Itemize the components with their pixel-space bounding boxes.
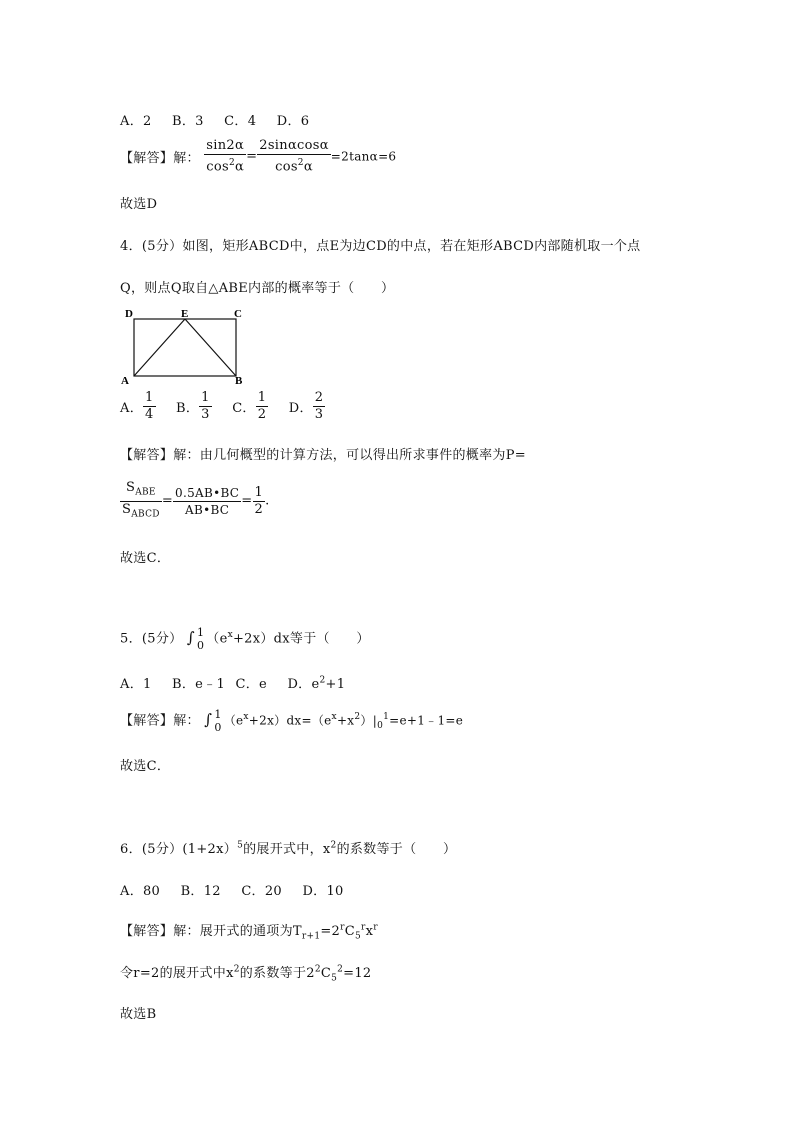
- q3-option-a: A．2: [120, 114, 152, 129]
- q3-option-d: D．6: [276, 114, 310, 129]
- q6-stem: 6．(5分）(1+2x）$^5$的展开式中，$x^2$的系数等于（ ）: [120, 840, 457, 857]
- q4-option-a: A． $\frac{1}{4}$: [120, 390, 154, 422]
- q6-answer-line2: 令r=2的展开式中$x^2$的系数等于$2^2C_5^2=12$: [120, 964, 372, 984]
- q5-options: [120, 673, 345, 692]
- q4-option-d: D． $\frac{2}{3}$: [288, 390, 324, 422]
- label-b: B: [235, 375, 243, 387]
- q3-f2-num: 2sinαcosα: [259, 138, 329, 153]
- q3-f1-num: sin2α: [204, 138, 246, 155]
- q4-stem-line1: 4．(5分）如图，矩形ABCD中，点E为边CD的中点，若在矩形ABCD内部随机取一个点: [120, 239, 641, 254]
- q4-conclusion: 故选C．: [120, 551, 171, 566]
- q3-fraction-2: [257, 138, 331, 175]
- q5-conclusion: 故选C．: [120, 759, 171, 774]
- q4-answer-formula: $\frac{S_{ABE}}{S_{ABCD}}$ = $\frac{0.5AB•BC}{AB•BC}$ = $\frac{1}{2}$ .: [120, 480, 270, 522]
- label-a: A: [121, 375, 129, 387]
- q6-option-b: B．12: [180, 884, 221, 899]
- q3-answer-label: 【解答】解：: [120, 151, 200, 167]
- q3-conclusion: 故选D: [120, 197, 158, 212]
- q5-answer-label: 【解答】解：: [120, 713, 200, 729]
- q5-stem: 5．(5分） ∫ 1 0 $(e^x+2x)dx$等于（ ）: [120, 626, 370, 652]
- label-d: D: [125, 308, 133, 320]
- q6-conclusion: 故选B: [120, 1007, 157, 1022]
- q4-option-b: B． $\frac{1}{3}$: [176, 390, 210, 422]
- q6-options: [120, 880, 360, 899]
- q3-answer: 【解答】解： $\frac{\sin 2\alpha}{\cos^2\alpha}$ = $\frac{2\sin\alpha\cos\alpha}{\cos^2\alpha}$ =2tanα=6: [120, 138, 397, 175]
- q5-answer: 【解答】解： ∫ 1 0 $(e^x+2x)dx=(e^x+x^2)|_0^1=e+1﹣1=e$: [120, 708, 464, 734]
- q4-stem-line2: Q，则点Q取自△ABE内部的概率等于（ ）: [120, 281, 395, 296]
- label-e: E: [181, 308, 189, 320]
- q6-option-d: D．10: [302, 884, 344, 899]
- q5-option-d: D．$e^2+1$: [287, 675, 346, 692]
- q4-option-c: C． $\frac{1}{2}$: [232, 390, 267, 422]
- q5-limits: 1 0: [196, 626, 205, 652]
- q6-answer-line1: 【解答】解：展开式的通项为$T_{r+1}=2^rC_5^rx^r$: [120, 922, 378, 942]
- q3-option-b: B．3: [172, 114, 204, 129]
- q3-options: [120, 110, 325, 129]
- q4-options: [120, 390, 341, 423]
- q4-fraction-ab: $\frac{0.5AB•BC}{AB•BC}$: [175, 485, 240, 517]
- q3-f1-den: $\cos^2\alpha$: [206, 158, 245, 175]
- integral-sign: ∫: [204, 710, 213, 729]
- q5-option-b: B．e﹣1: [172, 677, 226, 692]
- q6-option-a: A．80: [120, 884, 161, 899]
- integral-sign: ∫: [186, 628, 195, 647]
- q4-rectangle-figure: [118, 305, 248, 387]
- q5-option-a: A．1: [120, 677, 152, 692]
- q3-f2-den: $\cos^2\alpha$: [275, 158, 313, 175]
- q4-fraction-s: $\frac{S_{ABE}}{S_{ABCD}}$: [122, 480, 160, 520]
- label-c: C: [234, 308, 242, 320]
- q5-prefix: 5．(5分）: [120, 631, 183, 647]
- q3-eq-tail: =2tanα=6: [330, 149, 397, 164]
- q3-option-c: C．4: [224, 114, 257, 129]
- q6-option-c: C．20: [241, 884, 283, 899]
- q4-fraction-half: $\frac{1}{2}$: [254, 484, 264, 517]
- q4-answer-line: 【解答】解：由几何概型的计算方法，可以得出所求事件的概率为P=: [120, 448, 526, 463]
- q5-option-c: C．e: [235, 677, 268, 692]
- q3-fraction-1: [204, 138, 246, 175]
